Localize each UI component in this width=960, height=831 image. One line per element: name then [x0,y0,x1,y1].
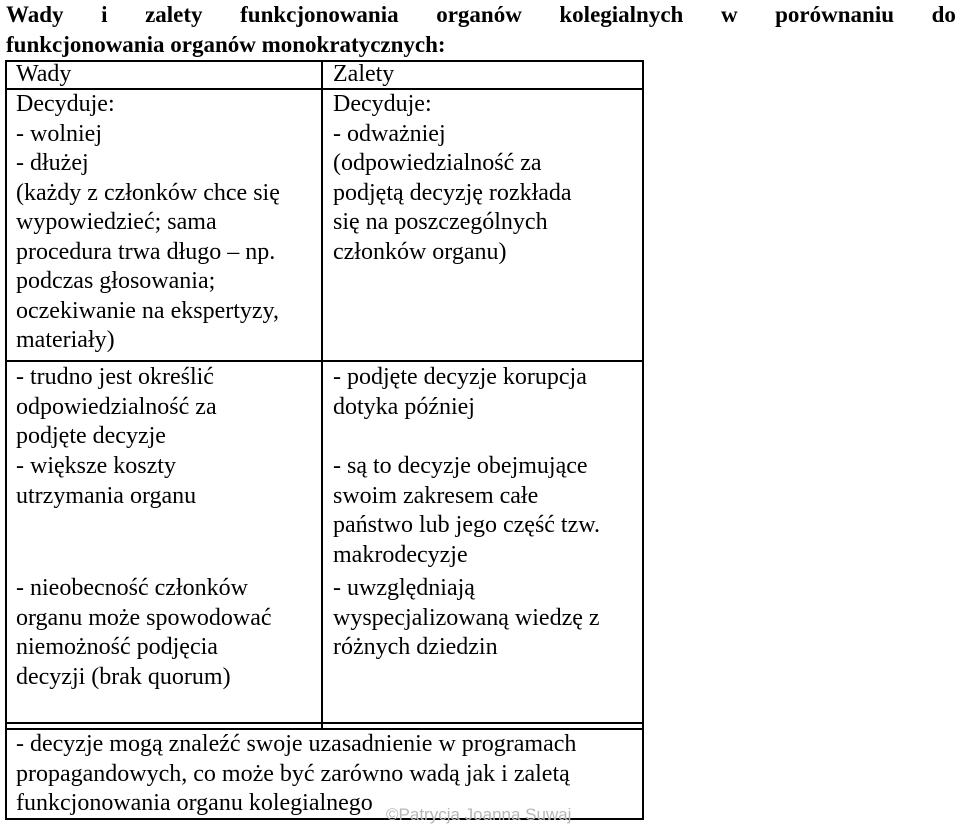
cell-line: - nieobecność członków [16,575,248,601]
cell-line: - uwzględniają [333,575,475,601]
heading-word: organów [436,2,522,27]
cell-line: odpowiedzialność za [16,393,217,420]
heading-word: kolegialnych [559,2,684,27]
cell-line: - wolniej [16,120,102,147]
heading-word: i [101,2,108,27]
heading-word: funkcjonowania [240,2,399,27]
cell-line: (każdy z członków chce się [16,179,280,206]
advantage-cell [333,452,600,570]
cell-line: wypowiedzieć; sama [16,209,217,235]
advantage-cell [333,363,587,422]
cell-line: organu może spowodować [16,604,272,631]
cell-line: - dłużej [16,150,89,176]
advantage-cell [333,90,572,267]
cell-line: utrzymania organu [16,482,197,509]
document-heading [6,0,956,60]
heading-word: w [720,2,738,27]
cell-line: dotyka później [333,393,475,420]
cell-line: podjęte decyzje [16,423,166,449]
heading-word: do [931,2,956,27]
advantage-cell [333,574,600,663]
cell-line: - trudno jest określić [16,364,214,390]
cell-line: podjętą decyzję rozkłada [333,179,572,206]
cell-line: - są to decyzje obejmujące [333,453,588,479]
heading-word: zalety [145,2,203,27]
cell-line: - decyzje mogą znaleźć swoje uzasadnienie w programach [16,731,577,757]
heading-line-2: funkcjonowania organów monokratycznych: [6,32,446,57]
cell-line: funkcjonowania organu kolegialnego [16,790,373,816]
disadvantage-cell [16,363,217,452]
cell-line: różnych dziedzin [333,634,498,660]
table-body-bottom-border [6,722,644,724]
cell-line: makrodecyzje [333,541,468,568]
table-left-border [5,60,7,820]
cell-line: (odpowiedzialność za [333,150,542,176]
cell-line: - odważniej [333,120,446,147]
cell-line: państwo lub jego część tzw. [333,512,601,538]
cell-line: się na poszczególnych [333,209,548,235]
cell-line: propagandowych, co może być zarówno wadą jak i zaletą [16,760,570,787]
cell-line: członków organu) [333,238,507,265]
cell-line: materiały) [16,327,115,353]
cell-line: swoim zakresem całe [333,482,539,509]
cell-line: decyzji (brak quorum) [16,663,231,690]
cell-line: wyspecjalizowaną wiedzę z [333,604,600,631]
cell-line: - większe koszty [16,453,176,479]
heading-word: Wady [6,2,64,27]
cell-line: - podjęte decyzje korupcja [333,364,587,390]
column-header-advantages: Zalety [333,61,395,87]
cell-line: Decyduje: [16,91,115,117]
cell-line: oczekiwanie na ekspertyzy, [16,297,279,324]
row-divider [6,360,644,362]
cell-line: podczas głosowania; [16,268,216,294]
copyright-watermark: ©Patrycja Joanna Suwaj [386,805,572,824]
table-right-border [642,60,644,820]
cell-line: niemożność podjęcia [16,634,218,660]
disadvantage-cell [16,574,272,692]
column-header-disadvantages: Wady [16,61,72,87]
column-divider [321,60,323,730]
heading-word: porównaniu [775,2,895,27]
cell-line: Decyduje: [333,91,432,117]
table-top-border [6,60,644,62]
disadvantage-cell [16,90,280,356]
heading-line-1 [6,0,956,30]
cell-line: procedura trwa długo – np. [16,238,276,265]
disadvantage-cell [16,452,196,511]
